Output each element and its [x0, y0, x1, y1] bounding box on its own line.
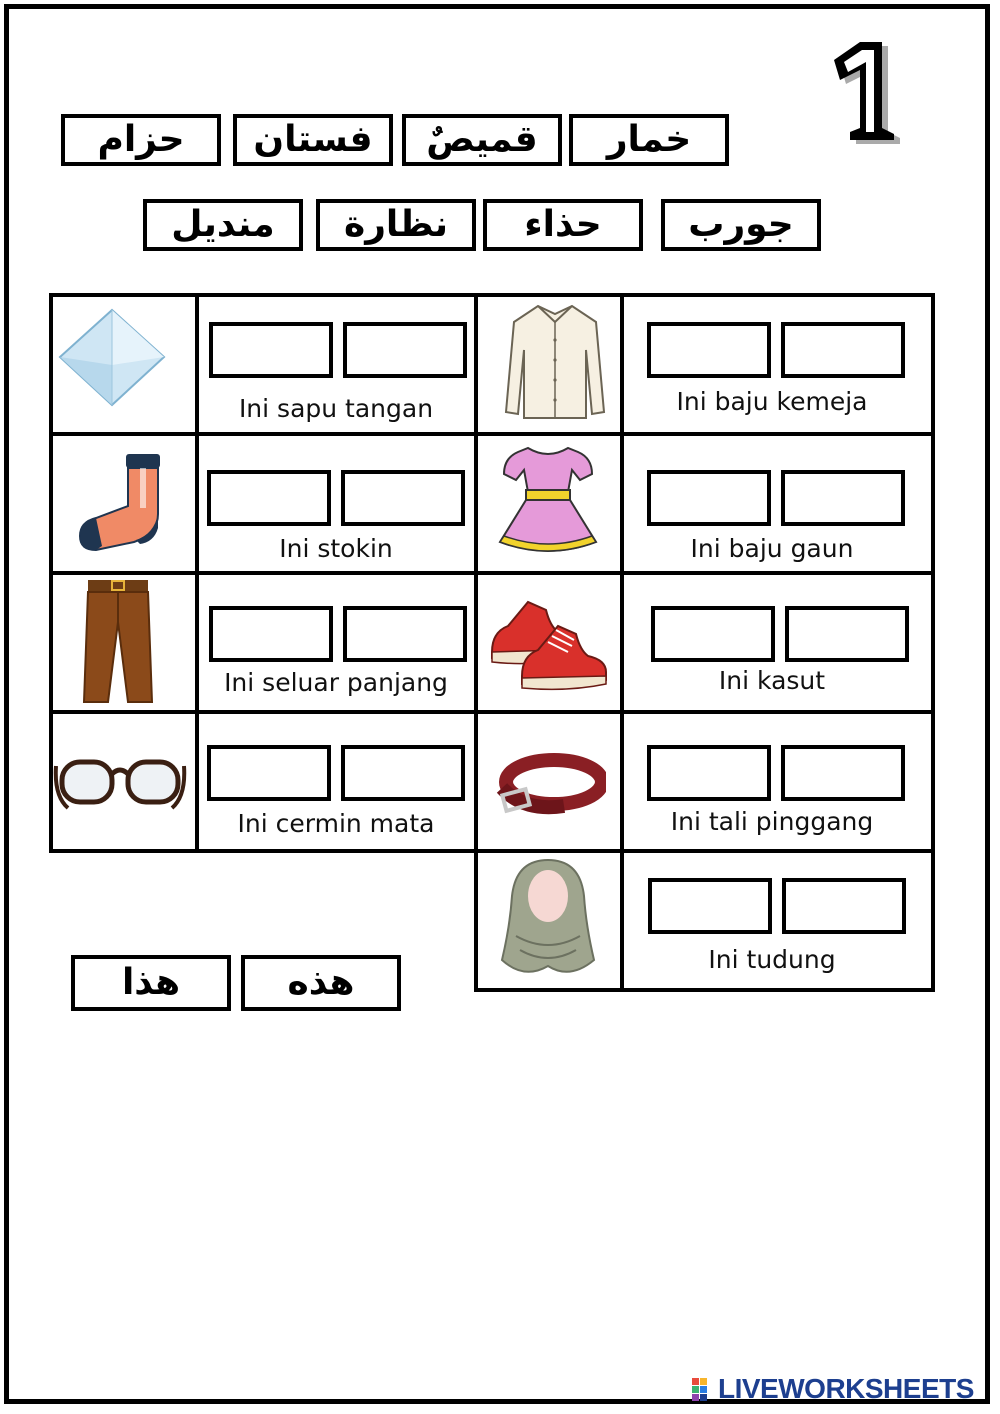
answer-box[interactable] — [647, 322, 771, 378]
word-bank-hadha[interactable]: هذا — [71, 955, 231, 1011]
word-bank-khimar[interactable]: خمار — [569, 114, 729, 166]
answer-box[interactable] — [782, 878, 906, 934]
item-caption: Ini kasut — [718, 666, 826, 695]
item-caption: Ini cermin mata — [237, 809, 435, 838]
trousers-icon — [78, 578, 158, 706]
answer-box[interactable] — [207, 745, 331, 801]
belt-icon — [494, 748, 606, 822]
sock-icon — [74, 450, 166, 554]
answer-box[interactable] — [209, 322, 333, 378]
glasses-icon — [52, 752, 188, 822]
liveworksheets-logo-icon — [692, 1378, 716, 1402]
dress-icon — [492, 442, 604, 560]
answer-box[interactable] — [209, 606, 333, 662]
answer-box[interactable] — [781, 322, 905, 378]
word-bank-mandil[interactable]: منديل — [143, 199, 303, 251]
item-caption: Ini tudung — [708, 945, 836, 974]
word-bank-hidha[interactable]: حذاء — [483, 199, 643, 251]
word-bank-hizam[interactable]: حزام — [61, 114, 221, 166]
shirt-icon — [500, 300, 610, 422]
answer-box[interactable] — [651, 606, 775, 662]
item-caption: Ini stokin — [279, 534, 393, 563]
answer-box[interactable] — [648, 878, 772, 934]
item-caption: Ini tali pinggang — [670, 807, 874, 836]
answer-box[interactable] — [343, 606, 467, 662]
word-bank-hadhihi[interactable]: هذه — [241, 955, 401, 1011]
answer-box[interactable] — [647, 470, 771, 526]
answer-box[interactable] — [341, 470, 465, 526]
item-caption: Ini baju gaun — [690, 534, 854, 563]
answer-box[interactable] — [647, 745, 771, 801]
word-bank-qamis[interactable]: قميصٌ — [402, 114, 562, 166]
word-bank-fustan[interactable]: فستان — [233, 114, 393, 166]
hijab-icon — [500, 856, 596, 982]
answer-box[interactable] — [207, 470, 331, 526]
answer-box[interactable] — [781, 745, 905, 801]
answer-box[interactable] — [343, 322, 467, 378]
word-bank-jawrab[interactable]: جورب — [661, 199, 821, 251]
item-caption: Ini sapu tangan — [238, 394, 434, 423]
answer-box[interactable] — [785, 606, 909, 662]
answer-box[interactable] — [341, 745, 465, 801]
answer-box[interactable] — [781, 470, 905, 526]
footer-brand[interactable]: LIVEWORKSHEETS — [718, 1373, 974, 1404]
item-caption: Ini seluar panjang — [224, 668, 448, 697]
sneakers-icon — [488, 592, 610, 692]
item-caption: Ini baju kemeja — [676, 387, 868, 416]
word-bank-nazzara[interactable]: نظارة — [316, 199, 476, 251]
page-number-graphic — [826, 40, 902, 148]
handkerchief-icon — [56, 305, 168, 420]
